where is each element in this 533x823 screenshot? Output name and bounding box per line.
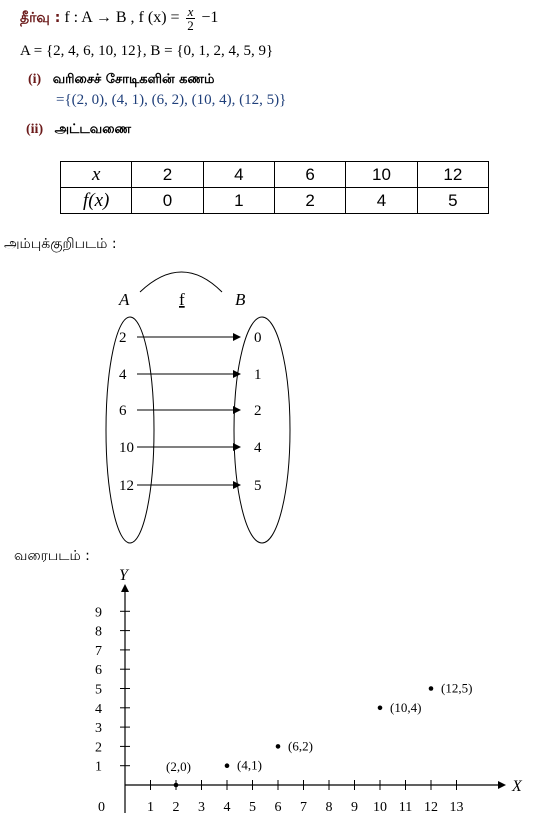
x-tick-label: 12 [424,800,438,815]
table-cell: 4 [203,162,274,188]
arrow-diagram-label: அம்புக்குறிபடம் : [4,236,117,252]
x-tick-label: 10 [373,800,387,815]
table-cell: 2 [274,188,345,214]
function-arc [140,272,222,292]
y-tick-label: 8 [95,624,102,640]
table-header-x: x [61,162,132,188]
table-cell: 2 [132,162,203,188]
point-label: (10,4) [390,699,422,715]
part-ii-heading [26,122,131,138]
y-tick-label: 9 [95,605,102,621]
x-tick-label: 2 [172,800,180,815]
table-cell: 10 [346,162,417,188]
y-axis-label: Y [119,567,128,584]
x-tick-label: 6 [274,800,282,815]
table-cell: 5 [417,188,488,214]
fraction-numerator: x [187,4,194,19]
set-a-label: A [119,290,130,309]
point-label: (4,1) [237,757,262,773]
part-ii-marker: (ii) [26,122,44,137]
y-tick-label: 5 [95,682,102,698]
function-definition: f : A → B , f (x) = [64,9,180,27]
solution-label: தீர்வு : [20,10,61,27]
ordered-pairs: ={(2, 0), (4, 1), (6, 2), (10, 4), (12, 5)} [56,92,287,108]
data-point [429,686,434,691]
chart-group [95,567,523,815]
table-row [61,162,489,188]
domain-element: 6 [119,403,127,419]
y-tick-label: 2 [95,740,102,756]
value-table [60,161,489,214]
x-tick-label: 4 [223,800,231,815]
set-b-label: B [235,290,246,309]
data-point [225,763,230,768]
table-cell: 1 [203,188,274,214]
data-point [378,706,383,711]
table-cell: 0 [132,188,203,214]
arrow-group [119,330,262,494]
domain-element: 12 [119,478,134,494]
part-i-heading [28,72,214,88]
x-tick-label: 11 [398,800,413,815]
y-tick-label: 6 [95,663,102,679]
x-tick-label: 13 [449,800,464,815]
solution-line [20,5,218,32]
point-label: (6,2) [288,738,313,754]
domain-element: 4 [119,367,127,383]
function-label: f [179,290,185,309]
y-tick-label: 4 [95,701,102,717]
y-tick-label: 3 [95,721,102,737]
sets-line: A = {2, 4, 6, 10, 12}, B = {0, 1, 2, 4, 5, 9} [20,43,274,59]
x-axis-arrow-icon [498,781,506,789]
table-header-fx: f(x) [61,188,132,214]
codomain-element: 2 [254,403,262,419]
x-tick-label: 8 [325,800,333,815]
fraction [186,5,196,32]
codomain-element: 5 [254,478,262,494]
point-label: (12,5) [441,680,473,696]
part-ii-title: அட்டவணை [54,122,132,137]
set-a-oval [106,317,154,543]
x-tick-label: 5 [249,800,256,815]
table-cell: 6 [274,162,345,188]
set-b-oval [234,317,290,543]
origin-label: 0 [98,800,105,815]
fraction-denominator: 2 [187,18,194,33]
table-row [61,188,489,214]
part-i-title: வரிசைச் சோடிகளின் கணம் [52,72,215,87]
x-axis-label: X [512,778,522,795]
data-point [276,744,281,749]
table-cell: 12 [417,162,488,188]
y-tick-label: 1 [95,759,102,775]
domain-element: 10 [119,440,134,456]
y-axis-arrow-icon [121,584,129,592]
data-point [174,783,179,788]
x-tick-label: 3 [198,800,205,815]
function-constant: −1 [201,9,219,27]
domain-element: 2 [119,330,127,346]
table-cell: 4 [346,188,417,214]
codomain-element: 4 [254,440,262,456]
point-label: (2,0) [166,759,191,774]
y-tick-label: 7 [95,643,102,659]
x-tick-label: 7 [300,800,307,815]
codomain-element: 1 [254,367,262,383]
codomain-element: 0 [254,330,262,346]
x-tick-label: 9 [351,800,358,815]
x-tick-label: 1 [147,800,154,815]
graph-label: வரைபடம் : [14,548,90,564]
part-i-marker: (i) [28,72,42,87]
